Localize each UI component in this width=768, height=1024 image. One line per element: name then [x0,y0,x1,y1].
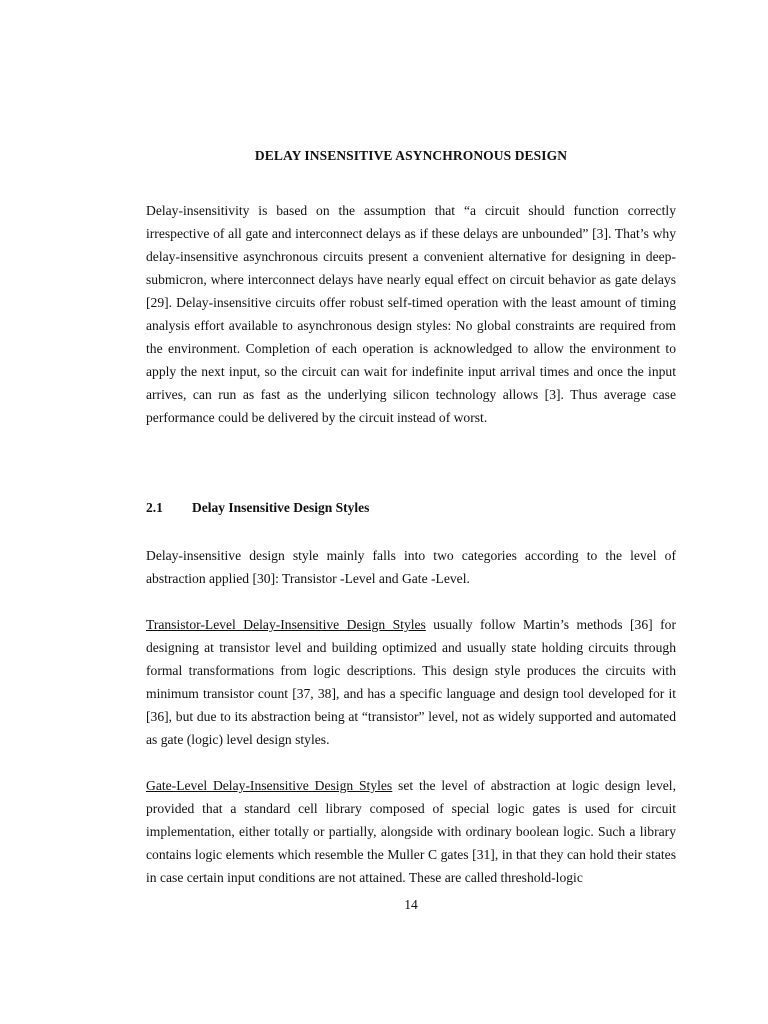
section-intro-paragraph: Delay-insensitive design style mainly falls into two categories according to the level of abstraction applied [30]: Transistor -Level and Gate -Level. [146,548,676,586]
intro-paragraph: Delay-insensitivity is based on the assumption that “a circuit should function correctly irrespective of all gate and interconnect delays as if these delays are unbounded” [3]. That’s why delay-insensitive asynchronous circuits present a convenient alternative for designing in deep-submicron, where interconnect delays have nearly equal effect on circuit behavior as gate delays [29]. Delay-insensitive circuits offer robust self-timed operation with the least amount of timing analysis effort available to asynchronous design styles: No global constraints are required from the environment. Completion of each operation is acknowledged to allow the environment to apply the next input, so the circuit can wait for indefinite input arrival times and once the input arrives, can run as fast as the underlying silicon technology allows [3]. Thus average case performance could be delivered by the circuit instead of worst. [146,203,676,425]
transistor-level-paragraph [146,613,676,751]
gate-level-paragraph [146,774,676,889]
page-number: 14 [404,897,418,912]
page-title: DELAY INSENSITIVE ASYNCHRONOUS DESIGN [254,148,568,163]
gate-level-term: Gate-Level Delay-Insensitive Design Styles [146,778,393,793]
section-title: Delay Insensitive Design Styles [192,500,370,515]
section-number: 2.1 [146,500,163,515]
section-heading [146,500,676,516]
transistor-level-term: Transistor-Level Delay-Insensitive Design Styles [146,617,426,632]
gate-level-text: set the level of abstraction at logic design level, provided that a standard cell library composed of special logic gates is used for circuit implementation, either totally or partially, alongside with ordinary boolean logic. Such a library contains logic elements which resemble the Muller C gates [31], in that they can hold their states in case certain input conditions are not attained. These are called threshold-logic [146,778,676,885]
transistor-level-text: usually follow Martin’s methods [36] for designing at transistor level and building optimized and usually state holding circuits through formal transformations from logic descriptions. This design style produces the circuits with minimum transistor count [37, 38], and has a specific language and design tool developed for it [36], but due to its abstraction being at “transistor” level, not as widely supported and automated as gate (logic) level design styles. [146,617,676,747]
